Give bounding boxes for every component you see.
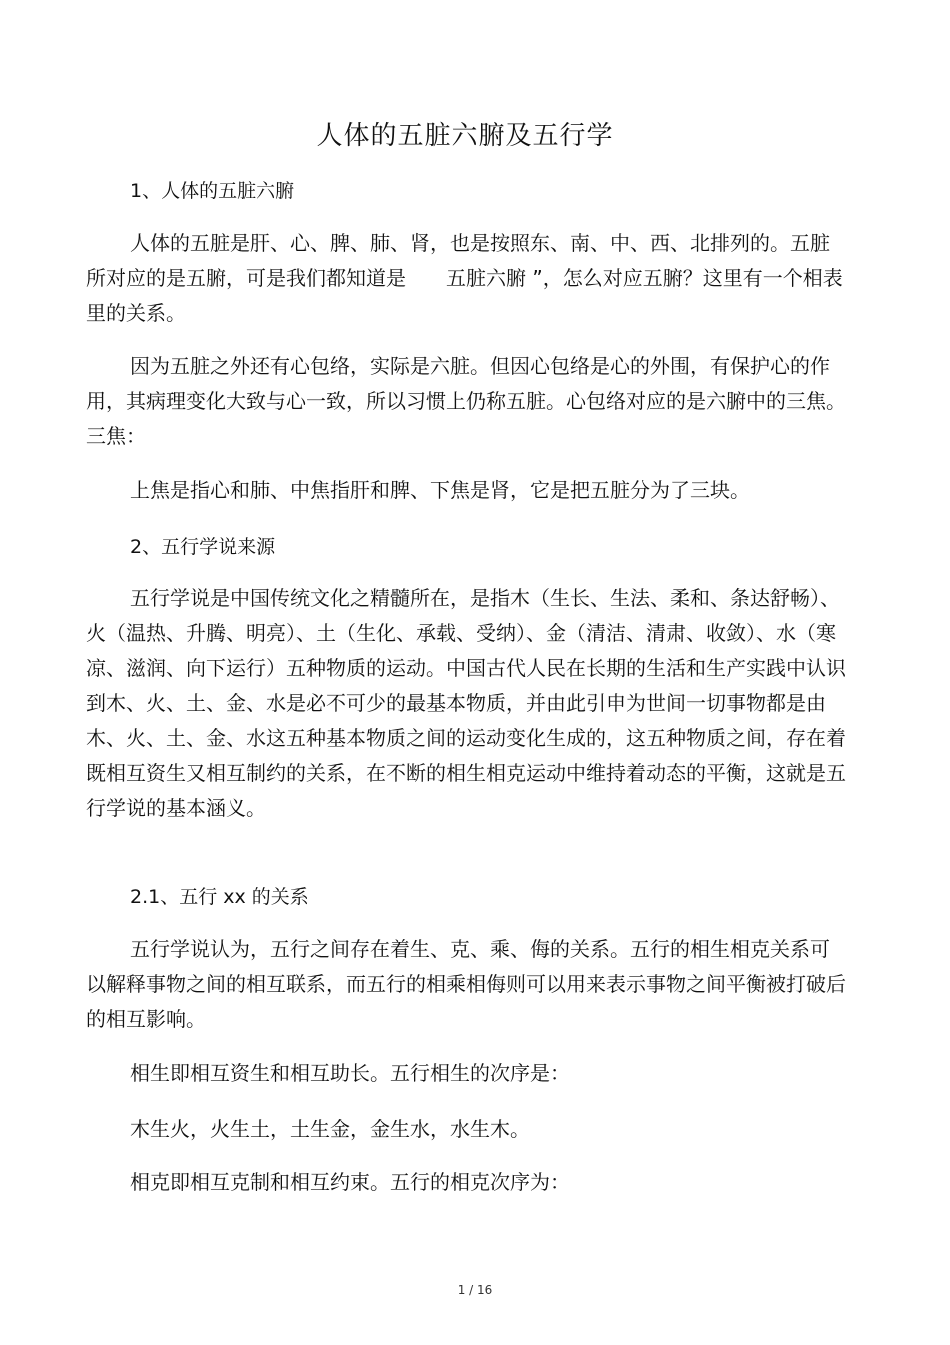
page-number: 1 / 16 (457, 1283, 493, 1297)
paragraph-five-elements-origin: 五行学说是中国传统文化之精髓所在，是指木（生长、生法、柔和、条达舒畅）、火（温热、升腾、明亮）、土（生化、承载、受纳）、金（清洁、清肃、收敛）、水（寒凉、滋润、向下运行）五种物质的运动。中国古代人民在长期的生活和生产实践中认识到木、火、土、金、水是必不可少的最基本物质，并由此引申为世间一切事物都是由木、火、土、金、水这五种基本物质之间的运动变化生成的，这五种物质之间，存在着既相互资生又相互制约的关系，在不断的相生相克运动中维持着动态的平衡，这就是五行学说的基本涵义。 (86, 586, 846, 820)
paragraph-san-jiao: 上焦是指心和肺、中焦指肝和脾、下焦是肾，它是把五脏分为了三块。 (130, 478, 750, 502)
paragraph-five-elements-relations: 五行学说认为，五行之间存在着生、克、乘、侮的关系。五行的相生相克关系可以解释事物之间的相互联系，而五行的相乘相侮则可以用来表示事物之间平衡被打破后的相互影响。 (86, 937, 846, 1031)
section-heading-1: 1、人体的五脏六腑 (130, 180, 295, 202)
paragraph-five-organs: 人体的五脏是肝、心、脾、肺、肾，也是按照东、南、中、西、北排列的。五脏所对应的是五腑，可是我们都知道是 五脏六腑 ”，怎么对应五腑？这里有一个相表里的关系。 (86, 231, 843, 325)
paragraph-generating-intro: 相生即相互资生和相互助长。五行相生的次序是： (130, 1061, 570, 1085)
paragraph-pericardium: 因为五脏之外还有心包络，实际是六脏。但因心包络是心的外围，有保护心的作用，其病理变化大致与心一致，所以习惯上仍称五脏。心包络对应的是六腑中的三焦。三焦： (86, 354, 846, 448)
section-heading-2-1: 2.1、五行 xx 的关系 (130, 886, 309, 908)
page-title: 人体的五脏六腑及五行学 (316, 121, 614, 151)
paragraph-generating-cycle: 木生火，火生土，土生金，金生水，水生木。 (130, 1117, 530, 1141)
paragraph-restraining-intro: 相克即相互克制和相互约束。五行的相克次序为： (130, 1170, 570, 1194)
section-heading-2: 2、五行学说来源 (130, 536, 276, 558)
